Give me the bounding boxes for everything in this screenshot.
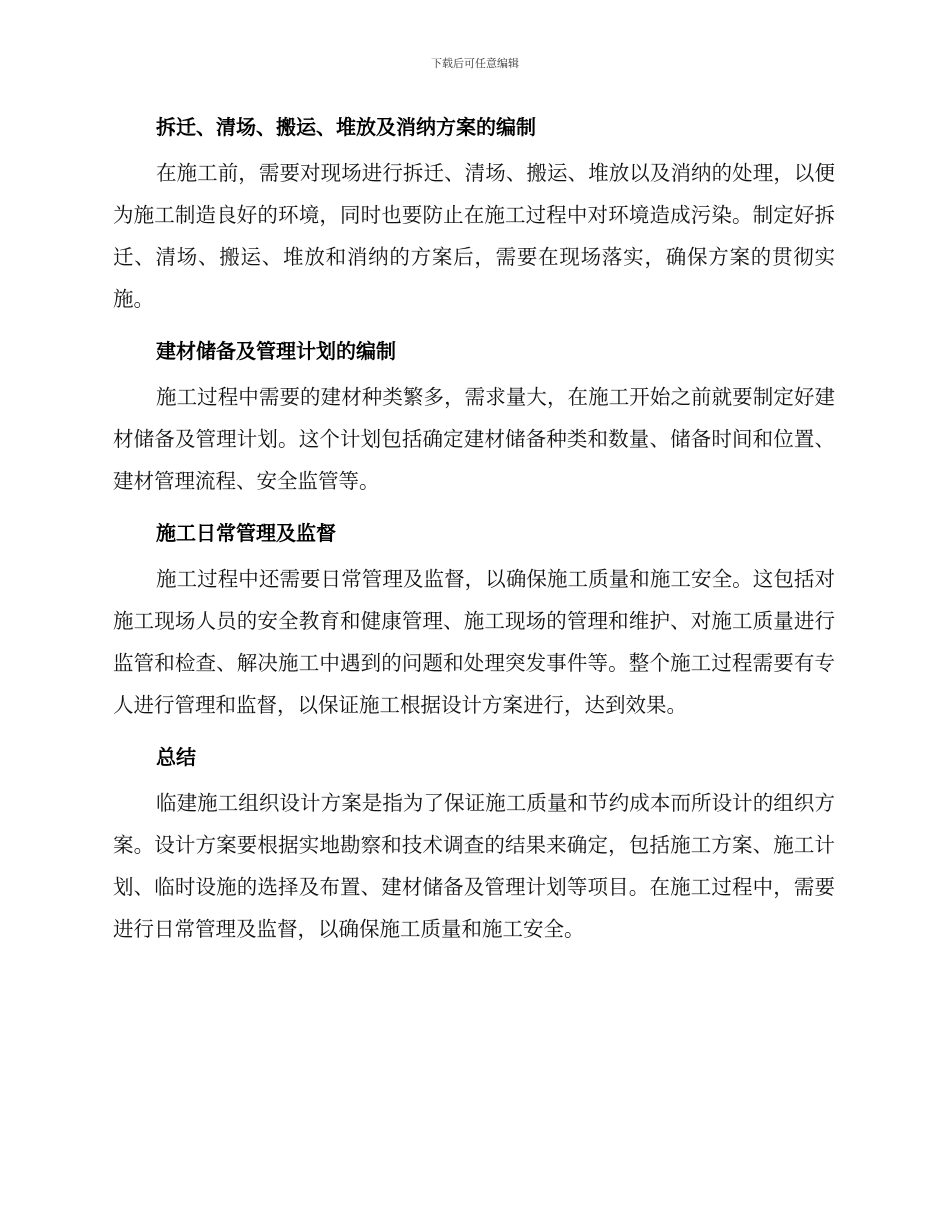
section-paragraph-daily-management: 施工过程中还需要日常管理及监督，以确保施工质量和施工安全。这包括对施工现场人员的安全教育和健康管理、施工现场的管理和维护、对施工质量进行监管和检查、解决施工中遇到的问题和处理突发事件等。整个施工过程需要有专人进行管理和监督，以保证施工根据设计方案进行，达到效果。: [113, 567, 835, 717]
section-heading-summary: 总结: [156, 745, 196, 769]
section-paragraph-materials: 施工过程中需要的建材种类繁多，需求量大，在施工开始之前就要制定好建材储备及管理计划。这个计划包括确定建材储备种类和数量、储备时间和位置、建材管理流程、安全监管等。: [113, 385, 835, 493]
section-heading-daily-management: 施工日常管理及监督: [156, 521, 336, 545]
section-paragraph-demolition: 在施工前，需要对现场进行拆迁、清场、搬运、堆放以及消纳的处理，以便为施工制造良好的环境，同时也要防止在施工过程中对环境造成污染。制定好拆迁、清场、搬运、堆放和消纳的方案后，需要在现场落实，确保方案的贯彻实施。: [113, 161, 835, 311]
document-body: [113, 108, 835, 962]
section-paragraph-summary: 临建施工组织设计方案是指为了保证施工质量和节约成本而所设计的组织方案。设计方案要根据实地勘察和技术调查的结果来确定，包括施工方案、施工计划、临时设施的选择及布置、建材储备及管理计划等项目。在施工过程中，需要进行日常管理及监督，以确保施工质量和施工安全。: [113, 791, 835, 941]
section-heading-materials: 建材储备及管理计划的编制: [156, 339, 396, 363]
section-heading-demolition: 拆迁、清场、搬运、堆放及消纳方案的编制: [156, 115, 536, 139]
page-header-note: 下载后可任意编辑: [431, 57, 519, 70]
